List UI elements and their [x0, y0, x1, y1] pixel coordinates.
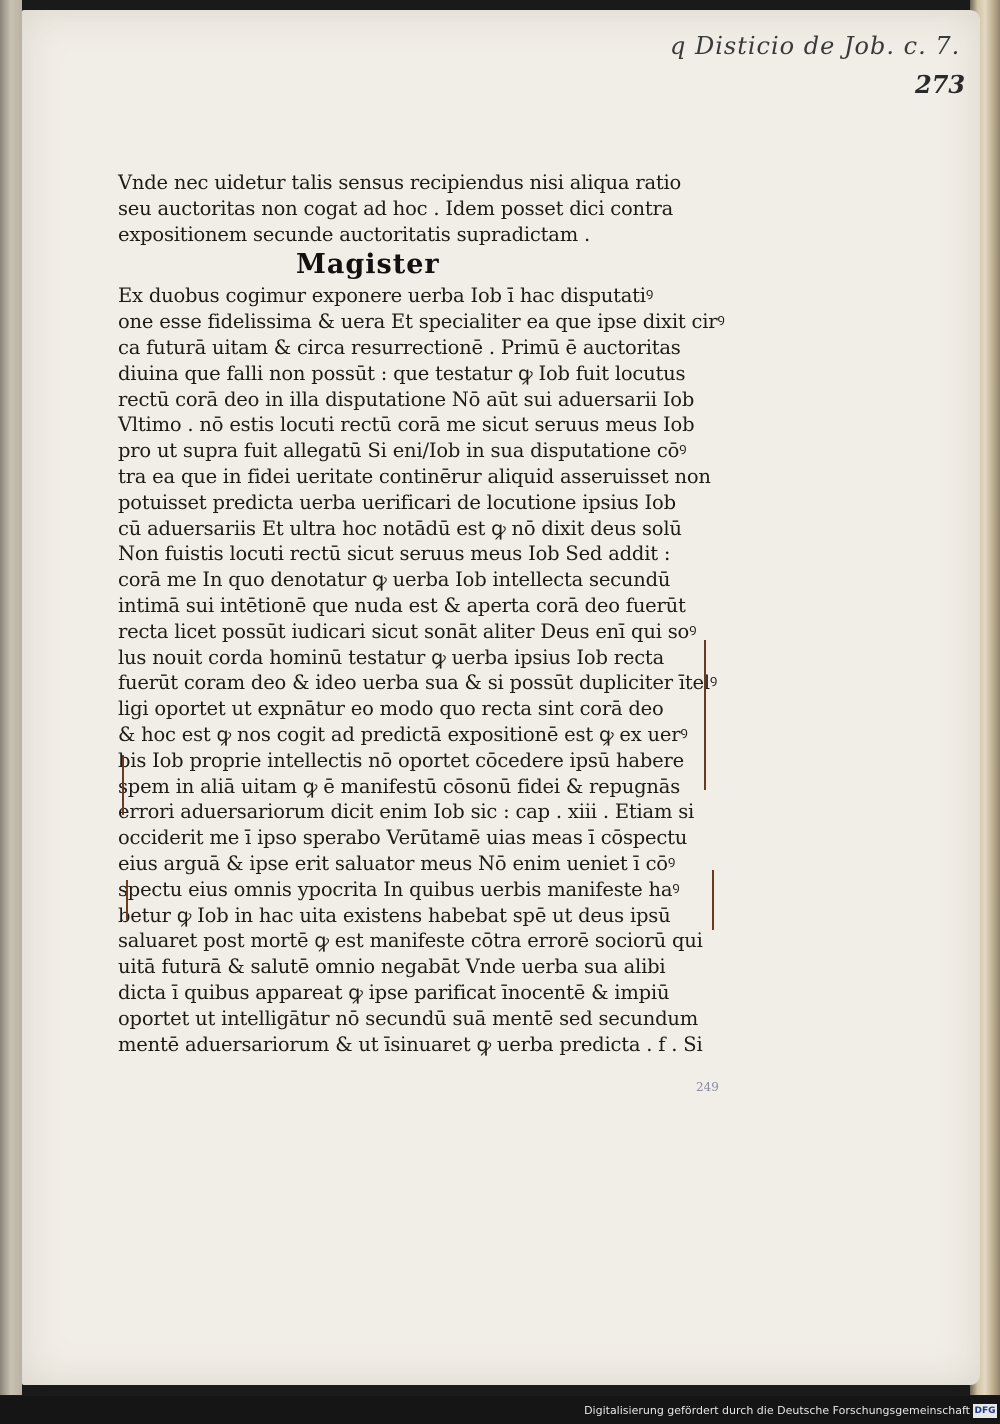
text-line: rectū corā deo in illa disputatione Nō aūt sui aduersarii Iob — [118, 387, 695, 411]
handwritten-header-note: q Disticio de Job. c. 7. — [670, 32, 961, 60]
text-line: & hoc est ꝙ nos cogit ad predictā expositionē est ꝙ ex uerꝰ — [118, 722, 688, 746]
text-line: saluaret post mortē ꝙ est manifeste cōtra errorē sociorū qui — [118, 929, 703, 953]
left-margin-bracket — [122, 755, 124, 815]
text-line: spem in aliā uitam ꝙ ē manifestū cōsonū fidei & repugnās — [118, 774, 681, 798]
text-line: corā me In quo denotatur ꝙ uerba Iob intellecta secundū — [118, 568, 671, 592]
text-line: occiderit me ī ipso sperabo Verūtamē uias meas ī cōspectu — [118, 826, 688, 850]
text-line: betur ꝙ Iob in hac uita existens habebat spē ut deus ipsū — [118, 903, 671, 927]
right-margin-bracket-lower — [712, 870, 714, 930]
text-line: pro ut supra fuit allegatū Si eni/Iob in sua disputatione cōꝰ — [118, 439, 687, 463]
text-line: diuina que falli non possūt : que testatur ꝙ Iob fuit locutus — [118, 361, 686, 385]
folio-number: 273 — [915, 70, 966, 99]
text-lines-after-heading — [118, 283, 725, 1057]
text-line: mentē aduersariorum & ut īsinuaret ꝙ uerba predicta . f . Si — [118, 1032, 703, 1056]
text-line: lus nouit corda hominū testatur ꝙ uerba ipsius Iob recta — [118, 645, 664, 669]
text-line: expositionem secunde auctoritatis supradictam . — [118, 222, 590, 246]
text-line: spectu eius omnis ypocrita In quibus uerbis manifeste haꝰ — [118, 877, 680, 901]
text-line: bis Iob proprie intellectis nō oportet cōcedere ipsū habere — [118, 748, 684, 772]
text-line: recta licet possūt iudicari sicut sonāt aliter Deus enī qui soꝰ — [118, 619, 697, 643]
text-line: intimā sui intētionē que nuda est & aperta corā deo fuerūt — [118, 593, 686, 617]
text-line: eius arguā & ipse erit saluator meus Nō enim ueniet ī cōꝰ — [118, 851, 676, 875]
text-line: cū aduersariis Et ultra hoc notādū est ꝙ nō dixit deus solū — [118, 516, 682, 540]
text-line: Ex duobus cogimur exponere uerba Iob ī hac disputatiꝰ — [118, 284, 654, 308]
previous-leaf-edge — [0, 0, 22, 1395]
text-line: errori aduersariorum dicit enim Iob sic : cap . xiii . Etiam si — [118, 800, 695, 824]
right-margin-bracket — [704, 640, 706, 790]
section-heading: Magister — [296, 249, 440, 281]
main-text-block — [118, 170, 725, 1057]
text-line: ligi oportet ut expnātur eo modo quo recta sint corā deo — [118, 697, 664, 721]
text-line: Vnde nec uidetur talis sensus recipiendus nisi aliqua ratio — [118, 171, 682, 194]
footer-credit: Digitalisierung gefördert durch die Deutsche Forschungsgemeinschaft — [584, 1404, 970, 1417]
left-margin-bracket-lower — [126, 880, 128, 920]
text-line: Non fuistis locuti rectū sicut seruus meus Iob Sed addit : — [118, 542, 671, 566]
text-line: tra ea que in fidei ueritate continērur aliquid asseruisset non — [118, 464, 711, 488]
text-line: one esse fidelissima & uera Et specialiter ea que ipse dixit cirꝰ — [118, 310, 725, 334]
text-line: uitā futurā & salutē omnio negabāt Vnde uerba sua alibi — [118, 955, 666, 979]
text-line: Vltimo . nō estis locuti rectū corā me sicut seruus meus Iob — [118, 413, 695, 437]
text-line: dicta ī quibus appareat ꝙ ipse parificat īnocentē & impiū — [118, 980, 670, 1004]
text-line: ca futurā uitam & circa resurrectionē . Primū ē auctoritas — [118, 335, 681, 359]
text-line: fuerūt coram deo & ideo uerba sua & si possūt dupliciter ītelꝰ — [118, 671, 718, 695]
text-lines-before-heading — [118, 170, 718, 247]
pencil-page-number: 249 — [696, 1080, 719, 1094]
text-line: potuisset predicta uerba uerificari de locutione ipsius Iob — [118, 490, 676, 514]
text-line: oportet ut intelligātur nō secundū suā mentē sed secundum — [118, 1006, 699, 1030]
previous-leaf-text-fragments — [2, 200, 22, 1100]
dfg-logo: DFG — [974, 1406, 996, 1416]
footer-bar — [0, 1396, 1000, 1424]
text-line: seu auctoritas non cogat ad hoc . Idem posset dici contra — [118, 196, 674, 220]
